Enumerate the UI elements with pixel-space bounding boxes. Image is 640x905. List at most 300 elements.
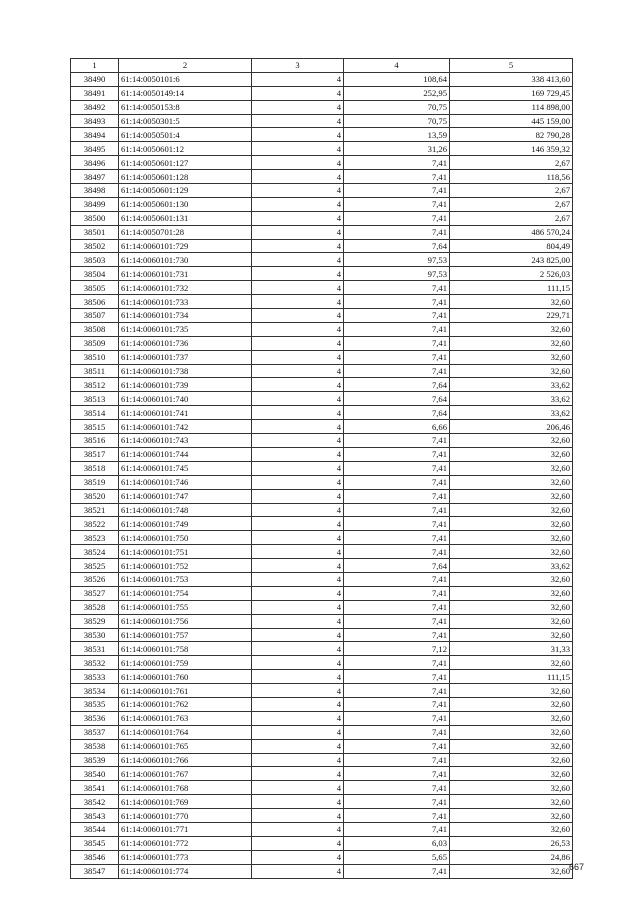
value-cell: 7,41 xyxy=(344,697,450,711)
value-cell: 6,66 xyxy=(344,420,450,434)
value-cell: 7,64 xyxy=(344,406,450,420)
amount-cell: 32,60 xyxy=(450,489,573,503)
row-number-cell: 38540 xyxy=(71,767,119,781)
value-cell: 7,41 xyxy=(344,809,450,823)
cadastral-number-cell: 61:14:0050601:130 xyxy=(119,197,252,211)
row-number-cell: 38541 xyxy=(71,781,119,795)
amount-cell: 32,60 xyxy=(450,614,573,628)
group-cell: 4 xyxy=(252,489,344,503)
amount-cell: 32,60 xyxy=(450,767,573,781)
row-number-cell: 38505 xyxy=(71,281,119,295)
row-number-cell: 38491 xyxy=(71,86,119,100)
amount-cell: 338 413,60 xyxy=(450,72,573,86)
row-number-cell: 38524 xyxy=(71,545,119,559)
table-row xyxy=(71,503,573,517)
value-cell: 70,75 xyxy=(344,100,450,114)
amount-cell: 243 825,00 xyxy=(450,253,573,267)
row-number-cell: 38525 xyxy=(71,559,119,573)
table-row xyxy=(71,572,573,586)
amount-cell: 111,15 xyxy=(450,670,573,684)
table-row xyxy=(71,322,573,336)
group-cell: 4 xyxy=(252,142,344,156)
table-row xyxy=(71,545,573,559)
table-row xyxy=(71,184,573,198)
amount-cell: 32,60 xyxy=(450,295,573,309)
row-number-cell: 38522 xyxy=(71,517,119,531)
row-number-cell: 38536 xyxy=(71,711,119,725)
table-row xyxy=(71,211,573,225)
amount-cell: 32,60 xyxy=(450,656,573,670)
amount-cell: 111,15 xyxy=(450,281,573,295)
row-number-cell: 38511 xyxy=(71,364,119,378)
row-number-cell: 38532 xyxy=(71,656,119,670)
column-header: 1 xyxy=(71,59,119,73)
group-cell: 4 xyxy=(252,739,344,753)
row-number-cell: 38544 xyxy=(71,822,119,836)
group-cell: 4 xyxy=(252,864,344,878)
column-header: 2 xyxy=(119,59,252,73)
table-row xyxy=(71,170,573,184)
table-row xyxy=(71,850,573,864)
table-row xyxy=(71,531,573,545)
group-cell: 4 xyxy=(252,559,344,573)
row-number-cell: 38526 xyxy=(71,572,119,586)
table-row xyxy=(71,475,573,489)
group-cell: 4 xyxy=(252,197,344,211)
cadastral-number-cell: 61:14:0050501:4 xyxy=(119,128,252,142)
group-cell: 4 xyxy=(252,336,344,350)
cadastral-number-cell: 61:14:0060101:766 xyxy=(119,753,252,767)
group-cell: 4 xyxy=(252,100,344,114)
value-cell: 7,41 xyxy=(344,822,450,836)
group-cell: 4 xyxy=(252,461,344,475)
cadastral-number-cell: 61:14:0060101:750 xyxy=(119,531,252,545)
group-cell: 4 xyxy=(252,725,344,739)
group-cell: 4 xyxy=(252,225,344,239)
amount-cell: 804,49 xyxy=(450,239,573,253)
value-cell: 7,41 xyxy=(344,628,450,642)
amount-cell: 114 898,00 xyxy=(450,100,573,114)
page-number: 667 xyxy=(568,862,584,872)
group-cell: 4 xyxy=(252,72,344,86)
cadastral-number-cell: 61:14:0060101:735 xyxy=(119,322,252,336)
row-number-cell: 38515 xyxy=(71,420,119,434)
cadastral-number-cell: 61:14:0060101:736 xyxy=(119,336,252,350)
amount-cell: 32,60 xyxy=(450,350,573,364)
cadastral-number-cell: 61:14:0050601:131 xyxy=(119,211,252,225)
table-row xyxy=(71,809,573,823)
row-number-cell: 38498 xyxy=(71,184,119,198)
value-cell: 7,41 xyxy=(344,225,450,239)
group-cell: 4 xyxy=(252,697,344,711)
cadastral-number-cell: 61:14:0060101:769 xyxy=(119,795,252,809)
cadastral-number-cell: 61:14:0060101:752 xyxy=(119,559,252,573)
row-number-cell: 38547 xyxy=(71,864,119,878)
group-cell: 4 xyxy=(252,392,344,406)
group-cell: 4 xyxy=(252,267,344,281)
value-cell: 7,41 xyxy=(344,295,450,309)
cadastral-number-cell: 61:14:0060101:755 xyxy=(119,600,252,614)
amount-cell: 32,60 xyxy=(450,586,573,600)
cadastral-number-cell: 61:14:0050153:8 xyxy=(119,100,252,114)
amount-cell: 32,60 xyxy=(450,572,573,586)
group-cell: 4 xyxy=(252,517,344,531)
group-cell: 4 xyxy=(252,322,344,336)
cadastral-number-cell: 61:14:0060101:754 xyxy=(119,586,252,600)
group-cell: 4 xyxy=(252,364,344,378)
value-cell: 7,41 xyxy=(344,281,450,295)
row-number-cell: 38534 xyxy=(71,684,119,698)
row-number-cell: 38499 xyxy=(71,197,119,211)
table-row xyxy=(71,642,573,656)
column-header: 3 xyxy=(252,59,344,73)
amount-cell: 32,60 xyxy=(450,684,573,698)
cadastral-number-cell: 61:14:0060101:739 xyxy=(119,378,252,392)
amount-cell: 2,67 xyxy=(450,156,573,170)
amount-cell: 486 570,24 xyxy=(450,225,573,239)
table-row xyxy=(71,656,573,670)
value-cell: 7,41 xyxy=(344,684,450,698)
table-row xyxy=(71,781,573,795)
table-row xyxy=(71,72,573,86)
table-row xyxy=(71,753,573,767)
table-row xyxy=(71,434,573,448)
amount-cell: 32,60 xyxy=(450,809,573,823)
group-cell: 4 xyxy=(252,850,344,864)
amount-cell: 33,62 xyxy=(450,392,573,406)
cadastral-number-cell: 61:14:0060101:768 xyxy=(119,781,252,795)
value-cell: 7,41 xyxy=(344,197,450,211)
amount-cell: 2,67 xyxy=(450,184,573,198)
table-row xyxy=(71,670,573,684)
group-cell: 4 xyxy=(252,600,344,614)
amount-cell: 32,60 xyxy=(450,336,573,350)
table-row xyxy=(71,739,573,753)
row-number-cell: 38529 xyxy=(71,614,119,628)
amount-cell: 169 729,45 xyxy=(450,86,573,100)
value-cell: 7,41 xyxy=(344,364,450,378)
table-row xyxy=(71,281,573,295)
group-cell: 4 xyxy=(252,614,344,628)
group-cell: 4 xyxy=(252,309,344,323)
cadastral-number-cell: 61:14:0060101:729 xyxy=(119,239,252,253)
value-cell: 7,41 xyxy=(344,156,450,170)
group-cell: 4 xyxy=(252,156,344,170)
value-cell: 70,75 xyxy=(344,114,450,128)
table-row xyxy=(71,197,573,211)
amount-cell: 32,60 xyxy=(450,322,573,336)
cadastral-number-cell: 61:14:0060101:760 xyxy=(119,670,252,684)
cadastral-number-cell: 61:14:0060101:746 xyxy=(119,475,252,489)
amount-cell: 32,60 xyxy=(450,739,573,753)
cadastral-number-cell: 61:14:0060101:759 xyxy=(119,656,252,670)
row-number-cell: 38531 xyxy=(71,642,119,656)
value-cell: 7,64 xyxy=(344,559,450,573)
value-cell: 97,53 xyxy=(344,253,450,267)
cadastral-number-cell: 61:14:0060101:771 xyxy=(119,822,252,836)
amount-cell: 33,62 xyxy=(450,559,573,573)
table-row xyxy=(71,711,573,725)
row-number-cell: 38546 xyxy=(71,850,119,864)
group-cell: 4 xyxy=(252,114,344,128)
group-cell: 4 xyxy=(252,836,344,850)
value-cell: 7,41 xyxy=(344,461,450,475)
value-cell: 7,41 xyxy=(344,586,450,600)
group-cell: 4 xyxy=(252,184,344,198)
cadastral-number-cell: 61:14:0060101:743 xyxy=(119,434,252,448)
value-cell: 7,41 xyxy=(344,211,450,225)
amount-cell: 229,71 xyxy=(450,309,573,323)
group-cell: 4 xyxy=(252,684,344,698)
group-cell: 4 xyxy=(252,670,344,684)
value-cell: 13,59 xyxy=(344,128,450,142)
row-number-cell: 38503 xyxy=(71,253,119,267)
value-cell: 7,41 xyxy=(344,434,450,448)
group-cell: 4 xyxy=(252,434,344,448)
row-number-cell: 38510 xyxy=(71,350,119,364)
table-row xyxy=(71,100,573,114)
value-cell: 7,41 xyxy=(344,725,450,739)
group-cell: 4 xyxy=(252,447,344,461)
row-number-cell: 38494 xyxy=(71,128,119,142)
cadastral-number-cell: 61:14:0060101:758 xyxy=(119,642,252,656)
table-row xyxy=(71,628,573,642)
group-cell: 4 xyxy=(252,503,344,517)
cadastral-number-cell: 61:14:0060101:738 xyxy=(119,364,252,378)
cadastral-number-cell: 61:14:0050701:28 xyxy=(119,225,252,239)
cadastral-number-cell: 61:14:0060101:733 xyxy=(119,295,252,309)
table-row xyxy=(71,156,573,170)
table-row xyxy=(71,267,573,281)
group-cell: 4 xyxy=(252,572,344,586)
amount-cell: 32,60 xyxy=(450,795,573,809)
cadastral-number-cell: 61:14:0050601:127 xyxy=(119,156,252,170)
cadastral-number-cell: 61:14:0050601:129 xyxy=(119,184,252,198)
amount-cell: 32,60 xyxy=(450,531,573,545)
amount-cell: 32,60 xyxy=(450,475,573,489)
row-number-cell: 38533 xyxy=(71,670,119,684)
value-cell: 97,53 xyxy=(344,267,450,281)
amount-cell: 32,60 xyxy=(450,864,573,878)
value-cell: 7,41 xyxy=(344,336,450,350)
group-cell: 4 xyxy=(252,170,344,184)
row-number-cell: 38516 xyxy=(71,434,119,448)
cadastral-number-cell: 61:14:0060101:747 xyxy=(119,489,252,503)
cadastral-number-cell: 61:14:0050601:128 xyxy=(119,170,252,184)
table-row xyxy=(71,684,573,698)
value-cell: 7,41 xyxy=(344,350,450,364)
amount-cell: 32,60 xyxy=(450,364,573,378)
cadastral-number-cell: 61:14:0060101:748 xyxy=(119,503,252,517)
cadastral-number-cell: 61:14:0050149:14 xyxy=(119,86,252,100)
cadastral-number-cell: 61:14:0060101:745 xyxy=(119,461,252,475)
table-row xyxy=(71,795,573,809)
group-cell: 4 xyxy=(252,656,344,670)
table-row xyxy=(71,336,573,350)
value-cell: 7,64 xyxy=(344,239,450,253)
value-cell: 7,41 xyxy=(344,739,450,753)
row-number-cell: 38508 xyxy=(71,322,119,336)
cadastral-number-cell: 61:14:0060101:740 xyxy=(119,392,252,406)
table-row xyxy=(71,350,573,364)
group-cell: 4 xyxy=(252,586,344,600)
amount-cell: 118,56 xyxy=(450,170,573,184)
row-number-cell: 38497 xyxy=(71,170,119,184)
table-row xyxy=(71,253,573,267)
value-cell: 7,41 xyxy=(344,767,450,781)
cadastral-number-cell: 61:14:0060101:756 xyxy=(119,614,252,628)
row-number-cell: 38539 xyxy=(71,753,119,767)
group-cell: 4 xyxy=(252,475,344,489)
row-number-cell: 38517 xyxy=(71,447,119,461)
row-number-cell: 38493 xyxy=(71,114,119,128)
group-cell: 4 xyxy=(252,628,344,642)
value-cell: 7,41 xyxy=(344,309,450,323)
column-header: 4 xyxy=(344,59,450,73)
row-number-cell: 38502 xyxy=(71,239,119,253)
cadastral-number-cell: 61:14:0060101:731 xyxy=(119,267,252,281)
value-cell: 7,41 xyxy=(344,447,450,461)
table-row xyxy=(71,378,573,392)
table-row xyxy=(71,725,573,739)
value-cell: 5,65 xyxy=(344,850,450,864)
amount-cell: 2,67 xyxy=(450,197,573,211)
row-number-cell: 38504 xyxy=(71,267,119,281)
value-cell: 7,41 xyxy=(344,614,450,628)
cadastral-number-cell: 61:14:0060101:741 xyxy=(119,406,252,420)
row-number-cell: 38490 xyxy=(71,72,119,86)
amount-cell: 32,60 xyxy=(450,545,573,559)
value-cell: 7,41 xyxy=(344,322,450,336)
row-number-cell: 38545 xyxy=(71,836,119,850)
value-cell: 7,41 xyxy=(344,670,450,684)
amount-cell: 33,62 xyxy=(450,406,573,420)
amount-cell: 32,60 xyxy=(450,822,573,836)
row-number-cell: 38520 xyxy=(71,489,119,503)
group-cell: 4 xyxy=(252,295,344,309)
value-cell: 7,41 xyxy=(344,572,450,586)
cadastral-number-cell: 61:14:0060101:772 xyxy=(119,836,252,850)
value-cell: 7,41 xyxy=(344,711,450,725)
amount-cell: 26,53 xyxy=(450,836,573,850)
value-cell: 7,41 xyxy=(344,170,450,184)
table-row xyxy=(71,614,573,628)
cadastral-number-cell: 61:14:0060101:751 xyxy=(119,545,252,559)
group-cell: 4 xyxy=(252,211,344,225)
row-number-cell: 38506 xyxy=(71,295,119,309)
amount-cell: 24,86 xyxy=(450,850,573,864)
value-cell: 7,41 xyxy=(344,781,450,795)
table-row xyxy=(71,420,573,434)
table-row xyxy=(71,447,573,461)
value-cell: 7,41 xyxy=(344,753,450,767)
group-cell: 4 xyxy=(252,406,344,420)
amount-cell: 445 159,00 xyxy=(450,114,573,128)
table-row xyxy=(71,586,573,600)
cadastral-number-cell: 61:14:0060101:764 xyxy=(119,725,252,739)
cadastral-number-cell: 61:14:0060101:762 xyxy=(119,697,252,711)
amount-cell: 31,33 xyxy=(450,642,573,656)
row-number-cell: 38492 xyxy=(71,100,119,114)
group-cell: 4 xyxy=(252,781,344,795)
table-row xyxy=(71,836,573,850)
cadastral-number-cell: 61:14:0060101:753 xyxy=(119,572,252,586)
group-cell: 4 xyxy=(252,545,344,559)
row-number-cell: 38543 xyxy=(71,809,119,823)
row-number-cell: 38519 xyxy=(71,475,119,489)
amount-cell: 32,60 xyxy=(450,753,573,767)
value-cell: 7,12 xyxy=(344,642,450,656)
row-number-cell: 38518 xyxy=(71,461,119,475)
value-cell: 7,64 xyxy=(344,378,450,392)
cadastral-number-cell: 61:14:0060101:761 xyxy=(119,684,252,698)
group-cell: 4 xyxy=(252,822,344,836)
row-number-cell: 38512 xyxy=(71,378,119,392)
cadastral-number-cell: 61:14:0050101:6 xyxy=(119,72,252,86)
value-cell: 7,41 xyxy=(344,600,450,614)
row-number-cell: 38501 xyxy=(71,225,119,239)
cadastral-number-cell: 61:14:0060101:765 xyxy=(119,739,252,753)
group-cell: 4 xyxy=(252,711,344,725)
row-number-cell: 38530 xyxy=(71,628,119,642)
amount-cell: 2,67 xyxy=(450,211,573,225)
table-row xyxy=(71,822,573,836)
row-number-cell: 38514 xyxy=(71,406,119,420)
amount-cell: 32,60 xyxy=(450,447,573,461)
row-number-cell: 38542 xyxy=(71,795,119,809)
amount-cell: 33,62 xyxy=(450,378,573,392)
value-cell: 252,95 xyxy=(344,86,450,100)
cadastral-number-cell: 61:14:0060101:774 xyxy=(119,864,252,878)
amount-cell: 32,60 xyxy=(450,628,573,642)
group-cell: 4 xyxy=(252,753,344,767)
amount-cell: 2 526,03 xyxy=(450,267,573,281)
amount-cell: 32,60 xyxy=(450,503,573,517)
table-row xyxy=(71,364,573,378)
amount-cell: 206,46 xyxy=(450,420,573,434)
row-number-cell: 38521 xyxy=(71,503,119,517)
table-row xyxy=(71,86,573,100)
value-cell: 7,41 xyxy=(344,864,450,878)
value-cell: 7,41 xyxy=(344,489,450,503)
amount-cell: 32,60 xyxy=(450,781,573,795)
value-cell: 7,41 xyxy=(344,531,450,545)
table-row xyxy=(71,406,573,420)
row-number-cell: 38509 xyxy=(71,336,119,350)
cadastral-number-cell: 61:14:0060101:749 xyxy=(119,517,252,531)
row-number-cell: 38523 xyxy=(71,531,119,545)
value-cell: 7,41 xyxy=(344,517,450,531)
group-cell: 4 xyxy=(252,531,344,545)
group-cell: 4 xyxy=(252,128,344,142)
amount-cell: 32,60 xyxy=(450,461,573,475)
value-cell: 7,41 xyxy=(344,503,450,517)
table-row xyxy=(71,225,573,239)
amount-cell: 82 790,28 xyxy=(450,128,573,142)
group-cell: 4 xyxy=(252,378,344,392)
row-number-cell: 38527 xyxy=(71,586,119,600)
cadastral-number-cell: 61:14:0060101:773 xyxy=(119,850,252,864)
amount-cell: 32,60 xyxy=(450,711,573,725)
row-number-cell: 38537 xyxy=(71,725,119,739)
table-row xyxy=(71,392,573,406)
row-number-cell: 38496 xyxy=(71,156,119,170)
amount-cell: 32,60 xyxy=(450,434,573,448)
cadastral-number-cell: 61:14:0060101:732 xyxy=(119,281,252,295)
group-cell: 4 xyxy=(252,795,344,809)
group-cell: 4 xyxy=(252,239,344,253)
table-row xyxy=(71,114,573,128)
